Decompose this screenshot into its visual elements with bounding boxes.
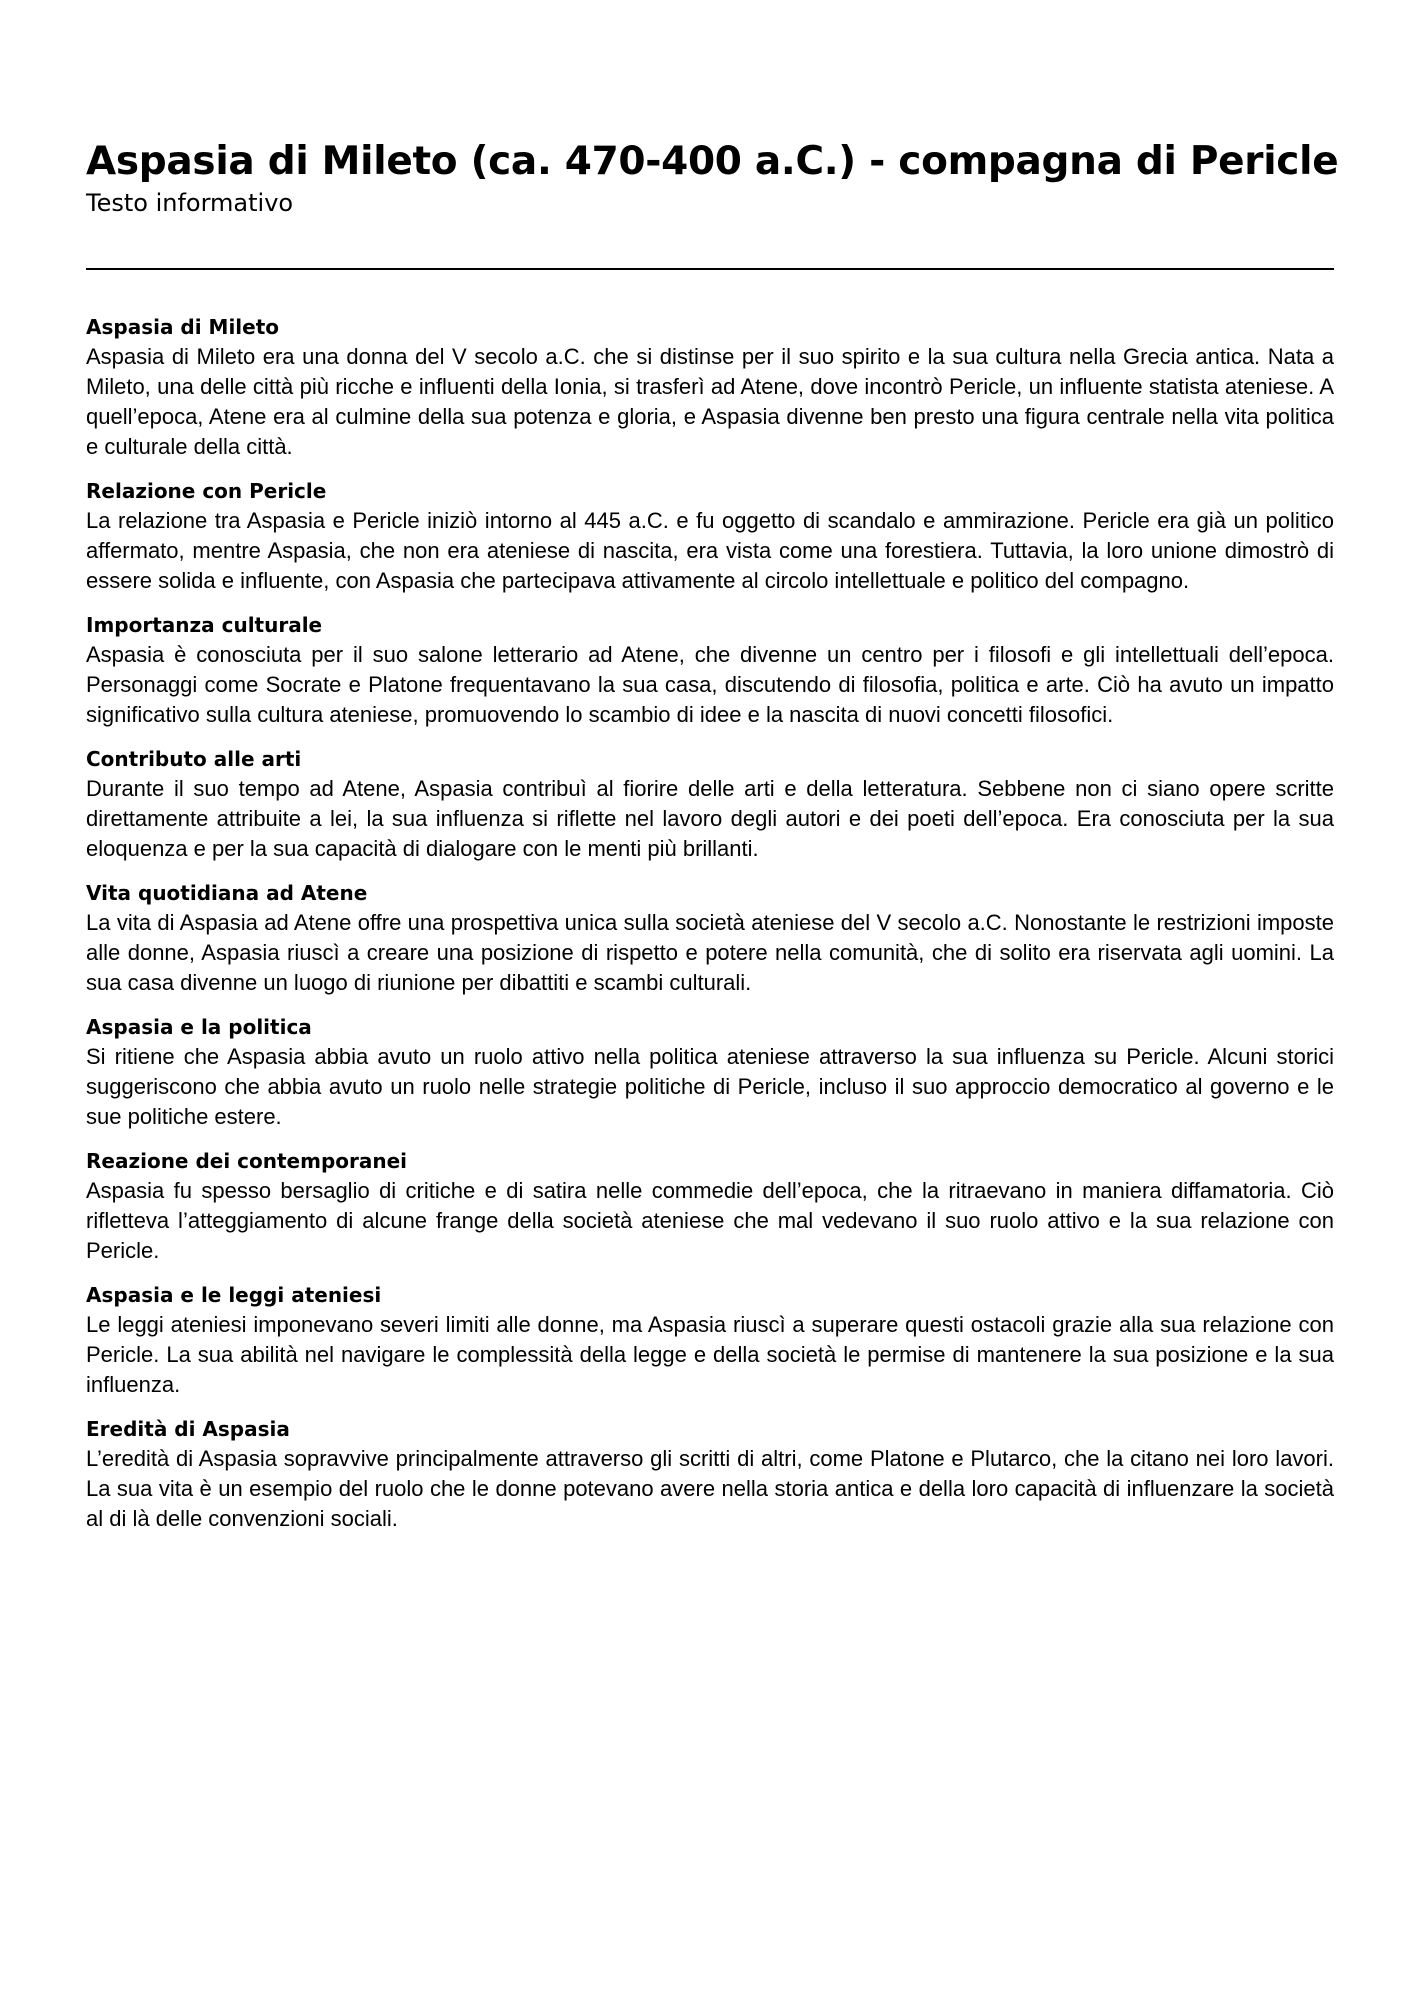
section-heading: Aspasia e le leggi ateniesi bbox=[86, 1283, 382, 1307]
section-body: Aspasia fu spesso bersaglio di critiche e di satira nelle commedie dell’epoca, che la ritraevano in maniera diffamatoria. Ciò rifletteva l’atteggiamento di alcune frange della società ateniese che mal vedevano il suo ruolo attivo e la sua relazione con Pericle. bbox=[86, 1178, 1334, 1263]
section-eredita-di-aspasia bbox=[86, 1414, 1334, 1534]
document-title: Aspasia di Mileto (ca. 470-400 a.C.) - compagna di Pericle bbox=[86, 139, 1339, 184]
section-heading: Relazione con Pericle bbox=[86, 479, 327, 503]
section-body: Le leggi ateniesi imponevano severi limiti alle donne, ma Aspasia riuscì a superare questi ostacoli grazie alla sua relazione con Pericle. La sua abilità nel navigare le complessità della legge e della società le permise di mantenere la sua posizione e la sua influenza. bbox=[86, 1312, 1334, 1397]
section-contributo-alle-arti bbox=[86, 744, 1334, 864]
section-aspasia-di-mileto bbox=[86, 312, 1334, 462]
section-heading: Eredità di Aspasia bbox=[86, 1417, 290, 1441]
section-importanza-culturale bbox=[86, 610, 1334, 730]
section-relazione-con-pericle bbox=[86, 476, 1334, 596]
section-body: La vita di Aspasia ad Atene offre una prospettiva unica sulla società ateniese del V secolo a.C. Nonostante le restrizioni imposte alle donne, Aspasia riuscì a creare una posizione di rispetto e potere nella comunità, che di solito era riservata agli uomini. La sua casa divenne un luogo di riunione per dibattiti e scambi culturali. bbox=[86, 910, 1334, 995]
sections-container bbox=[86, 312, 1334, 1534]
section-body: Aspasia è conosciuta per il suo salone letterario ad Atene, che divenne un centro per i filosofi e gli intellettuali dell’epoca. Personaggi come Socrate e Platone frequentavano la sua casa, discutendo di filosofia, politica e arte. Ciò ha avuto un impatto significativo sulla cultura ateniese, promuovendo lo scambio di idee e la nascita di nuovi concetti filosofici. bbox=[86, 642, 1334, 727]
section-aspasia-e-la-politica bbox=[86, 1012, 1334, 1132]
section-heading: Importanza culturale bbox=[86, 613, 323, 637]
document-page bbox=[86, 138, 1339, 1548]
section-body: Durante il suo tempo ad Atene, Aspasia contribuì al fiorire delle arti e della letteratura. Sebbene non ci siano opere scritte direttamente attribuite a lei, la sua influenza si riflette nel lavoro degli autori e dei poeti dell’epoca. Era conosciuta per la sua eloquenza e per la sua capacità di dialogare con le menti più brillanti. bbox=[86, 776, 1334, 861]
section-body: La relazione tra Aspasia e Pericle iniziò intorno al 445 a.C. e fu oggetto di scandalo e ammirazione. Pericle era già un politico affermato, mentre Aspasia, che non era ateniese di nascita, era vista come una forestiera. Tuttavia, la loro unione dimostrò di essere solida e influente, con Aspasia che partecipava attivamente al circolo intellettuale e politico del compagno. bbox=[86, 508, 1334, 593]
section-heading: Aspasia di Mileto bbox=[86, 315, 280, 339]
section-vita-quotidiana bbox=[86, 878, 1334, 998]
section-body: Si ritiene che Aspasia abbia avuto un ruolo attivo nella politica ateniese attraverso la sua influenza su Pericle. Alcuni storici suggeriscono che abbia avuto un ruolo nelle strategie politiche di Pericle, incluso il suo approccio democratico al governo e le sue politiche estere. bbox=[86, 1044, 1334, 1129]
section-heading: Reazione dei contemporanei bbox=[86, 1149, 408, 1173]
section-heading: Vita quotidiana ad Atene bbox=[86, 881, 368, 905]
section-heading: Aspasia e la politica bbox=[86, 1015, 312, 1039]
section-leggi-ateniesi bbox=[86, 1280, 1334, 1400]
section-body: L’eredità di Aspasia sopravvive principalmente attraverso gli scritti di altri, come Platone e Plutarco, che la citano nei loro lavori. La sua vita è un esempio del ruolo che le donne potevano avere nella storia antica e della loro capacità di influenzare la società al di là delle convenzioni sociali. bbox=[86, 1446, 1334, 1531]
document-subtitle: Testo informativo bbox=[86, 189, 294, 217]
title-divider bbox=[86, 268, 1334, 270]
section-body: Aspasia di Mileto era una donna del V secolo a.C. che si distinse per il suo spirito e la sua cultura nella Grecia antica. Nata a Mileto, una delle città più ricche e influenti della Ionia, si trasferì ad Atene, dove incontrò Pericle, un influente statista ateniese. A quell’epoca, Atene era al culmine della sua potenza e gloria, e Aspasia divenne ben presto una figura centrale nella vita politica e culturale della città. bbox=[86, 344, 1334, 459]
section-reazione-dei-contemporanei bbox=[86, 1146, 1334, 1266]
section-heading: Contributo alle arti bbox=[86, 747, 302, 771]
